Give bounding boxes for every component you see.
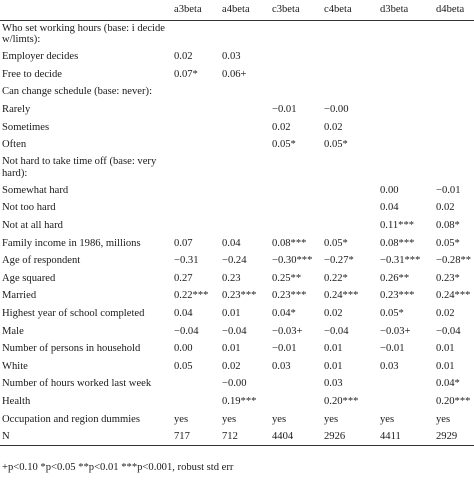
coef-cell: 0.02	[436, 202, 455, 214]
row-label: Rarely	[2, 104, 31, 116]
coef-cell: 0.08***	[380, 237, 415, 249]
table-row	[0, 182, 474, 200]
coef-cell	[220, 83, 270, 101]
header-row	[0, 0, 474, 20]
coef-cell	[434, 83, 474, 101]
coef-cell: 0.02	[324, 308, 343, 320]
significance-note: +p<0.10 *p<0.05 **p<0.01 ***p<0.001, robust std err	[2, 462, 234, 473]
coef-cell: 0.03	[222, 51, 241, 63]
coef-cell	[172, 375, 220, 393]
coef-cell: 0.23***	[272, 290, 307, 302]
table-row	[0, 375, 474, 393]
coef-cell	[172, 136, 220, 154]
table-row	[0, 270, 474, 288]
column-header: a4beta	[220, 0, 270, 20]
table-row	[0, 83, 474, 101]
row-label: Married	[2, 290, 37, 302]
coef-cell: 0.05*	[380, 308, 404, 320]
coef-cell: 0.02	[272, 121, 291, 133]
coef-cell: 0.05*	[324, 139, 348, 151]
coef-cell	[270, 20, 322, 48]
coef-cell	[378, 154, 434, 182]
coef-cell	[322, 66, 378, 84]
coef-cell: 0.04*	[272, 308, 296, 320]
table-row	[0, 199, 474, 217]
column-header: d4beta	[434, 0, 474, 20]
coef-cell: 0.04	[174, 308, 193, 320]
table-row	[0, 118, 474, 136]
coef-cell	[220, 101, 270, 119]
coef-cell	[172, 83, 220, 101]
table-row	[0, 252, 474, 270]
coef-cell	[172, 199, 220, 217]
coef-cell	[220, 20, 270, 48]
table-row	[0, 234, 474, 252]
table-row	[0, 154, 474, 182]
row-label: Family income in 1986, millions	[2, 237, 141, 249]
coef-cell: 0.03	[272, 360, 291, 372]
coef-cell	[270, 48, 322, 66]
coef-cell	[172, 154, 220, 182]
table-row	[0, 410, 474, 428]
coef-cell	[172, 217, 220, 235]
coef-cell	[378, 118, 434, 136]
table-row	[0, 305, 474, 323]
coef-cell	[322, 199, 378, 217]
coef-cell: −0.28**	[436, 255, 472, 267]
coef-cell	[270, 83, 322, 101]
table-row	[0, 66, 474, 84]
coef-cell: 712	[220, 428, 270, 446]
row-label: Free to decide	[2, 68, 63, 80]
table-row	[0, 428, 474, 446]
coef-cell: −0.00	[324, 104, 349, 116]
coef-cell: 0.01	[324, 343, 343, 355]
row-label: Age of respondent	[2, 255, 81, 267]
row-label: Not at all hard	[2, 220, 63, 232]
row-label: White	[2, 360, 28, 372]
coef-cell	[172, 118, 220, 136]
coef-cell	[378, 136, 434, 154]
table-row	[0, 393, 474, 411]
coef-cell: 0.01	[436, 343, 455, 355]
coef-cell: yes	[222, 413, 237, 425]
coef-cell: 0.22***	[174, 290, 209, 302]
row-label: Sometimes	[2, 121, 50, 133]
coef-cell: −0.04	[436, 325, 461, 337]
table-row	[0, 136, 474, 154]
table-header	[0, 0, 474, 20]
header-corner	[0, 0, 172, 20]
coef-cell	[220, 136, 270, 154]
column-header: a3beta	[172, 0, 220, 20]
coef-cell: 0.02	[222, 360, 241, 372]
coef-cell: 0.19***	[222, 395, 257, 407]
coef-cell	[172, 101, 220, 119]
coef-cell: 0.20***	[324, 395, 359, 407]
coef-cell	[220, 182, 270, 200]
coef-cell: 0.05	[174, 360, 193, 372]
group-heading: Not hard to take time off (base: very hard):	[2, 156, 157, 179]
coef-cell	[270, 217, 322, 235]
coef-cell	[270, 66, 322, 84]
coef-cell: −0.24	[222, 255, 247, 267]
coef-cell	[322, 154, 378, 182]
coef-cell: −0.03+	[380, 325, 411, 337]
coef-cell	[172, 393, 220, 411]
coef-cell	[378, 101, 434, 119]
coef-cell: 0.04	[222, 237, 241, 249]
coef-cell: 0.02	[436, 308, 455, 320]
column-header: c4beta	[322, 0, 378, 20]
group-heading: Can change schedule (base: never):	[2, 86, 153, 98]
coef-cell	[434, 66, 474, 84]
coef-cell	[434, 118, 474, 136]
coef-cell: 0.24***	[324, 290, 359, 302]
coef-cell	[378, 48, 434, 66]
coef-cell: 0.23	[222, 272, 241, 284]
coef-cell: 2929	[434, 428, 474, 446]
coef-cell: 0.01	[436, 360, 455, 372]
coef-cell	[434, 101, 474, 119]
coef-cell	[322, 182, 378, 200]
coef-cell: 0.07*	[174, 68, 198, 80]
coef-cell: yes	[324, 413, 339, 425]
coef-cell	[434, 136, 474, 154]
row-label: Number of hours worked last week	[2, 378, 152, 390]
coef-cell	[322, 20, 378, 48]
table-row	[0, 340, 474, 358]
table-row	[0, 217, 474, 235]
coef-cell	[270, 393, 322, 411]
coef-cell: 4411	[378, 428, 434, 446]
coef-cell: yes	[380, 413, 395, 425]
coef-cell: −0.31***	[380, 255, 421, 267]
coef-cell: 0.08*	[436, 220, 460, 232]
coef-cell: 0.23***	[222, 290, 257, 302]
column-header: c3beta	[270, 0, 322, 20]
row-label: Male	[2, 325, 24, 337]
row-label: Health	[2, 395, 31, 407]
coef-cell	[434, 48, 474, 66]
coef-cell	[270, 199, 322, 217]
coef-cell: 717	[172, 428, 220, 446]
coef-cell: 0.02	[174, 51, 193, 63]
table-row	[0, 322, 474, 340]
coef-cell: 0.25**	[272, 272, 302, 284]
coef-cell	[378, 66, 434, 84]
table-row	[0, 358, 474, 376]
coef-cell: −0.01	[272, 104, 297, 116]
coef-cell: 0.07	[174, 237, 193, 249]
table-body	[0, 20, 474, 445]
coef-cell	[172, 182, 220, 200]
coef-cell: −0.04	[174, 325, 199, 337]
coef-cell: −0.31	[174, 255, 199, 267]
coef-cell: 0.23***	[380, 290, 415, 302]
coef-cell: 2926	[322, 428, 378, 446]
coef-cell: −0.01	[436, 184, 461, 196]
coef-cell: 0.05*	[272, 139, 296, 151]
coef-cell: 0.08***	[272, 237, 307, 249]
coef-cell	[378, 393, 434, 411]
coef-cell: 0.05*	[324, 237, 348, 249]
coef-cell: 0.24***	[436, 290, 471, 302]
coef-cell	[220, 217, 270, 235]
coef-cell: yes	[272, 413, 287, 425]
row-label: Number of persons in household	[2, 343, 141, 355]
row-label: N	[0, 428, 172, 446]
coef-cell: 0.20***	[436, 395, 471, 407]
coef-cell: 0.27	[174, 272, 193, 284]
coef-cell: −0.04	[324, 325, 349, 337]
coef-cell: 4404	[270, 428, 322, 446]
coef-cell	[434, 154, 474, 182]
coef-cell: 0.01	[222, 343, 241, 355]
coef-cell: 0.23*	[436, 272, 460, 284]
coef-cell: 0.02	[324, 121, 343, 133]
row-label: Occupation and region dummies	[2, 413, 140, 425]
row-label: Employer decides	[2, 51, 79, 63]
coef-cell: 0.00	[174, 343, 193, 355]
column-header: d3beta	[378, 0, 434, 20]
coef-cell	[378, 20, 434, 48]
coef-cell: −0.01	[380, 343, 405, 355]
coef-cell: −0.01	[272, 343, 297, 355]
row-label: Not too hard	[2, 202, 56, 214]
coef-cell: −0.03+	[272, 325, 303, 337]
coef-cell: −0.04	[222, 325, 247, 337]
table-row	[0, 287, 474, 305]
coef-cell	[322, 83, 378, 101]
coef-cell: yes	[436, 413, 451, 425]
coef-cell: 0.03	[380, 360, 399, 372]
coef-cell	[378, 375, 434, 393]
coef-cell: 0.01	[222, 308, 241, 320]
coef-cell: 0.00	[380, 184, 399, 196]
row-label: Often	[2, 139, 27, 151]
coef-cell	[220, 118, 270, 136]
coef-cell: 0.04*	[436, 378, 460, 390]
coef-cell: 0.22*	[324, 272, 348, 284]
row-label: Age squared	[2, 272, 56, 284]
coef-cell: 0.01	[324, 360, 343, 372]
coef-cell	[378, 83, 434, 101]
coef-cell: 0.11***	[380, 220, 415, 232]
row-label: Highest year of school completed	[2, 308, 145, 320]
row-label: Somewhat hard	[2, 184, 69, 196]
coef-cell: −0.27*	[324, 255, 354, 267]
coef-cell: 0.26**	[380, 272, 410, 284]
coef-cell	[270, 154, 322, 182]
group-heading: Who set working hours (base: i decide w/limts):	[2, 22, 165, 46]
coef-cell: −0.30***	[272, 255, 313, 267]
coef-cell: 0.06+	[222, 68, 247, 80]
table-row	[0, 20, 474, 48]
table-row	[0, 101, 474, 119]
coef-cell	[434, 20, 474, 48]
table-row	[0, 48, 474, 66]
coef-cell	[270, 375, 322, 393]
coef-cell	[270, 182, 322, 200]
coef-cell: 0.04	[380, 202, 399, 214]
coef-cell	[172, 20, 220, 48]
coef-cell: yes	[174, 413, 189, 425]
coef-cell	[322, 48, 378, 66]
coef-cell: 0.05*	[436, 237, 460, 249]
coef-cell: 0.03	[324, 378, 343, 390]
coef-cell	[322, 217, 378, 235]
coef-cell: −0.00	[222, 378, 247, 390]
coef-cell	[220, 199, 270, 217]
coef-cell	[220, 154, 270, 182]
